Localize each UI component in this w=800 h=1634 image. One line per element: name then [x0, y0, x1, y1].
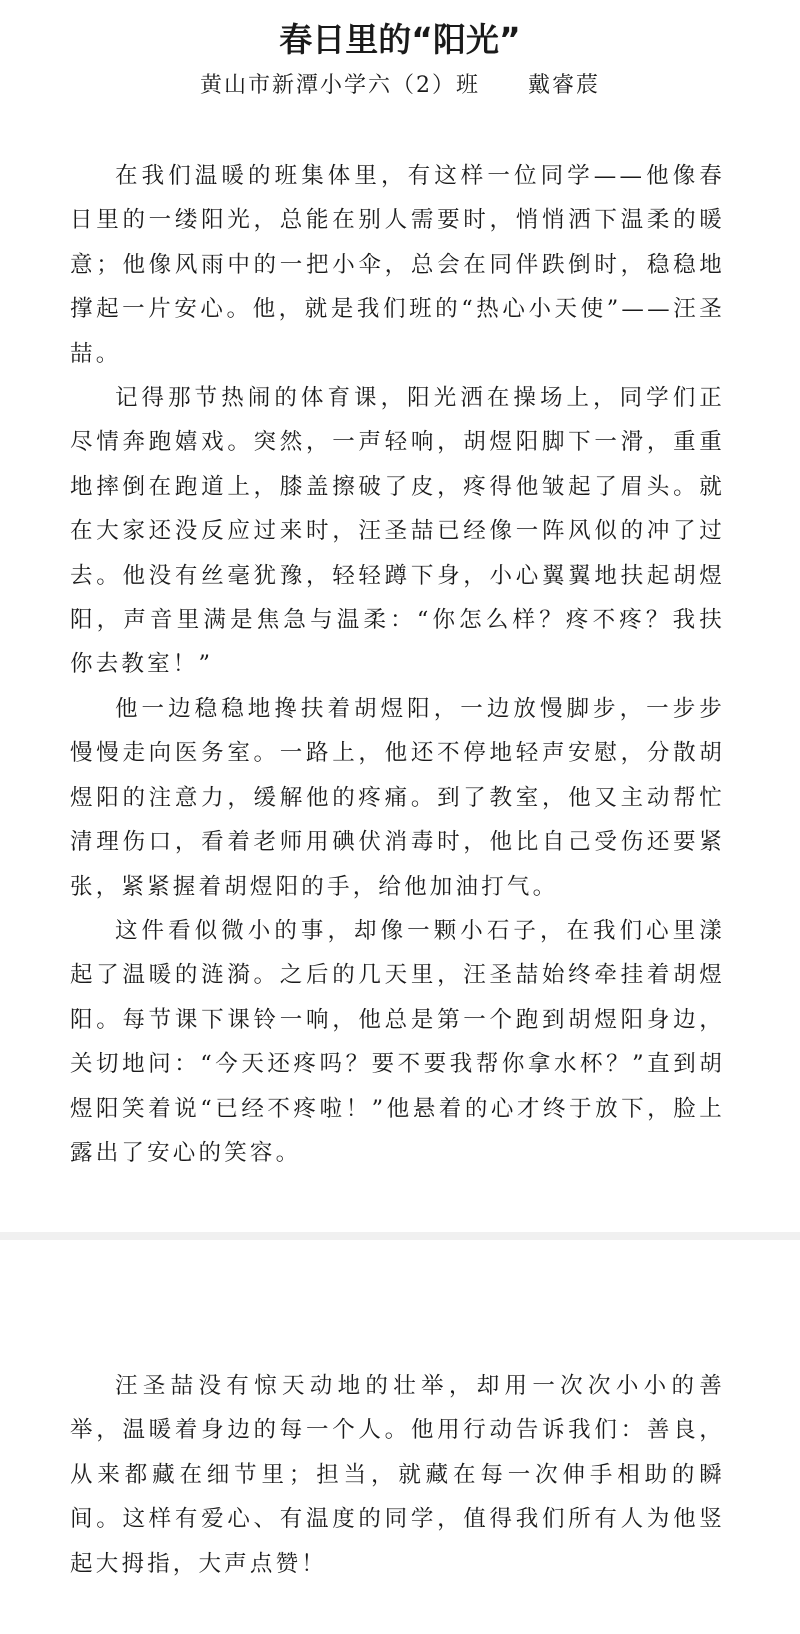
- article-title: 春日里的“阳光”: [279, 20, 521, 59]
- byline: [0, 68, 800, 104]
- paragraph: 在我们温暖的班集体里，有这样一位同学——他像春日里的一缕阳光，总能在别人需要时，悄悄洒下温柔的暖意；他像风雨中的一把小伞，总会在同伴跌倒时，稳稳地撑起一片安心。他，就是我们班的“热心小天使”——汪圣喆。: [70, 163, 725, 367]
- school-class: 黄山市新潭小学六（2）班: [199, 73, 480, 98]
- document-page-2: [0, 1240, 800, 1634]
- paragraph: 这件看似微小的事，却像一颗小石子，在我们心里漾起了温暖的涟漪。之后的几天里，汪圣喆始终牵挂着胡煜阳。每节课下课铃一响，他总是第一个跑到胡煜阳身边，关切地问：“今天还疼吗？要不要我帮你拿水杯？”直到胡煜阳笑着说“已经不疼啦！”他悬着的心才终于放下，脸上露出了安心的笑容。: [70, 917, 725, 1166]
- article-body-page-2: [70, 1364, 725, 1586]
- paragraph: 记得那节热闹的体育课，阳光洒在操场上，同学们正尽情奔跑嬉戏。突然，一声轻响，胡煜阳脚下一滑，重重地摔倒在跑道上，膝盖擦破了皮，疼得他皱起了眉头。就在大家还没反应过来时，汪圣喆已经像一阵风似的冲了过去。他没有丝毫犹豫，轻轻蹲下身，小心翼翼地扶起胡煜阳，声音里满是焦急与温柔：“你怎么样？疼不疼？我扶你去教室！”: [70, 385, 725, 678]
- paragraph: 他一边稳稳地搀扶着胡煜阳，一边放慢脚步，一步步慢慢走向医务室。一路上，他还不停地轻声安慰，分散胡煜阳的注意力，缓解他的疼痛。到了教室，他又主动帮忙清理伤口，看着老师用碘伏消毒时，他比自己受伤还要紧张，紧紧握着胡煜阳的手，给他加油打气。: [70, 695, 725, 900]
- page-separator: [0, 1232, 800, 1240]
- author-name: 戴睿莀: [527, 73, 600, 98]
- article-body-page-1: [70, 154, 725, 1175]
- paragraph: 汪圣喆没有惊天动地的壮举，却用一次次小小的善举，温暖着身边的每一个人。他用行动告诉我们：善良，从来都藏在细节里；担当，就藏在每一次伸手相助的瞬间。这样有爱心、有温度的同学，值得我们所有人为他竖起大拇指，大声点赞！: [70, 1373, 725, 1577]
